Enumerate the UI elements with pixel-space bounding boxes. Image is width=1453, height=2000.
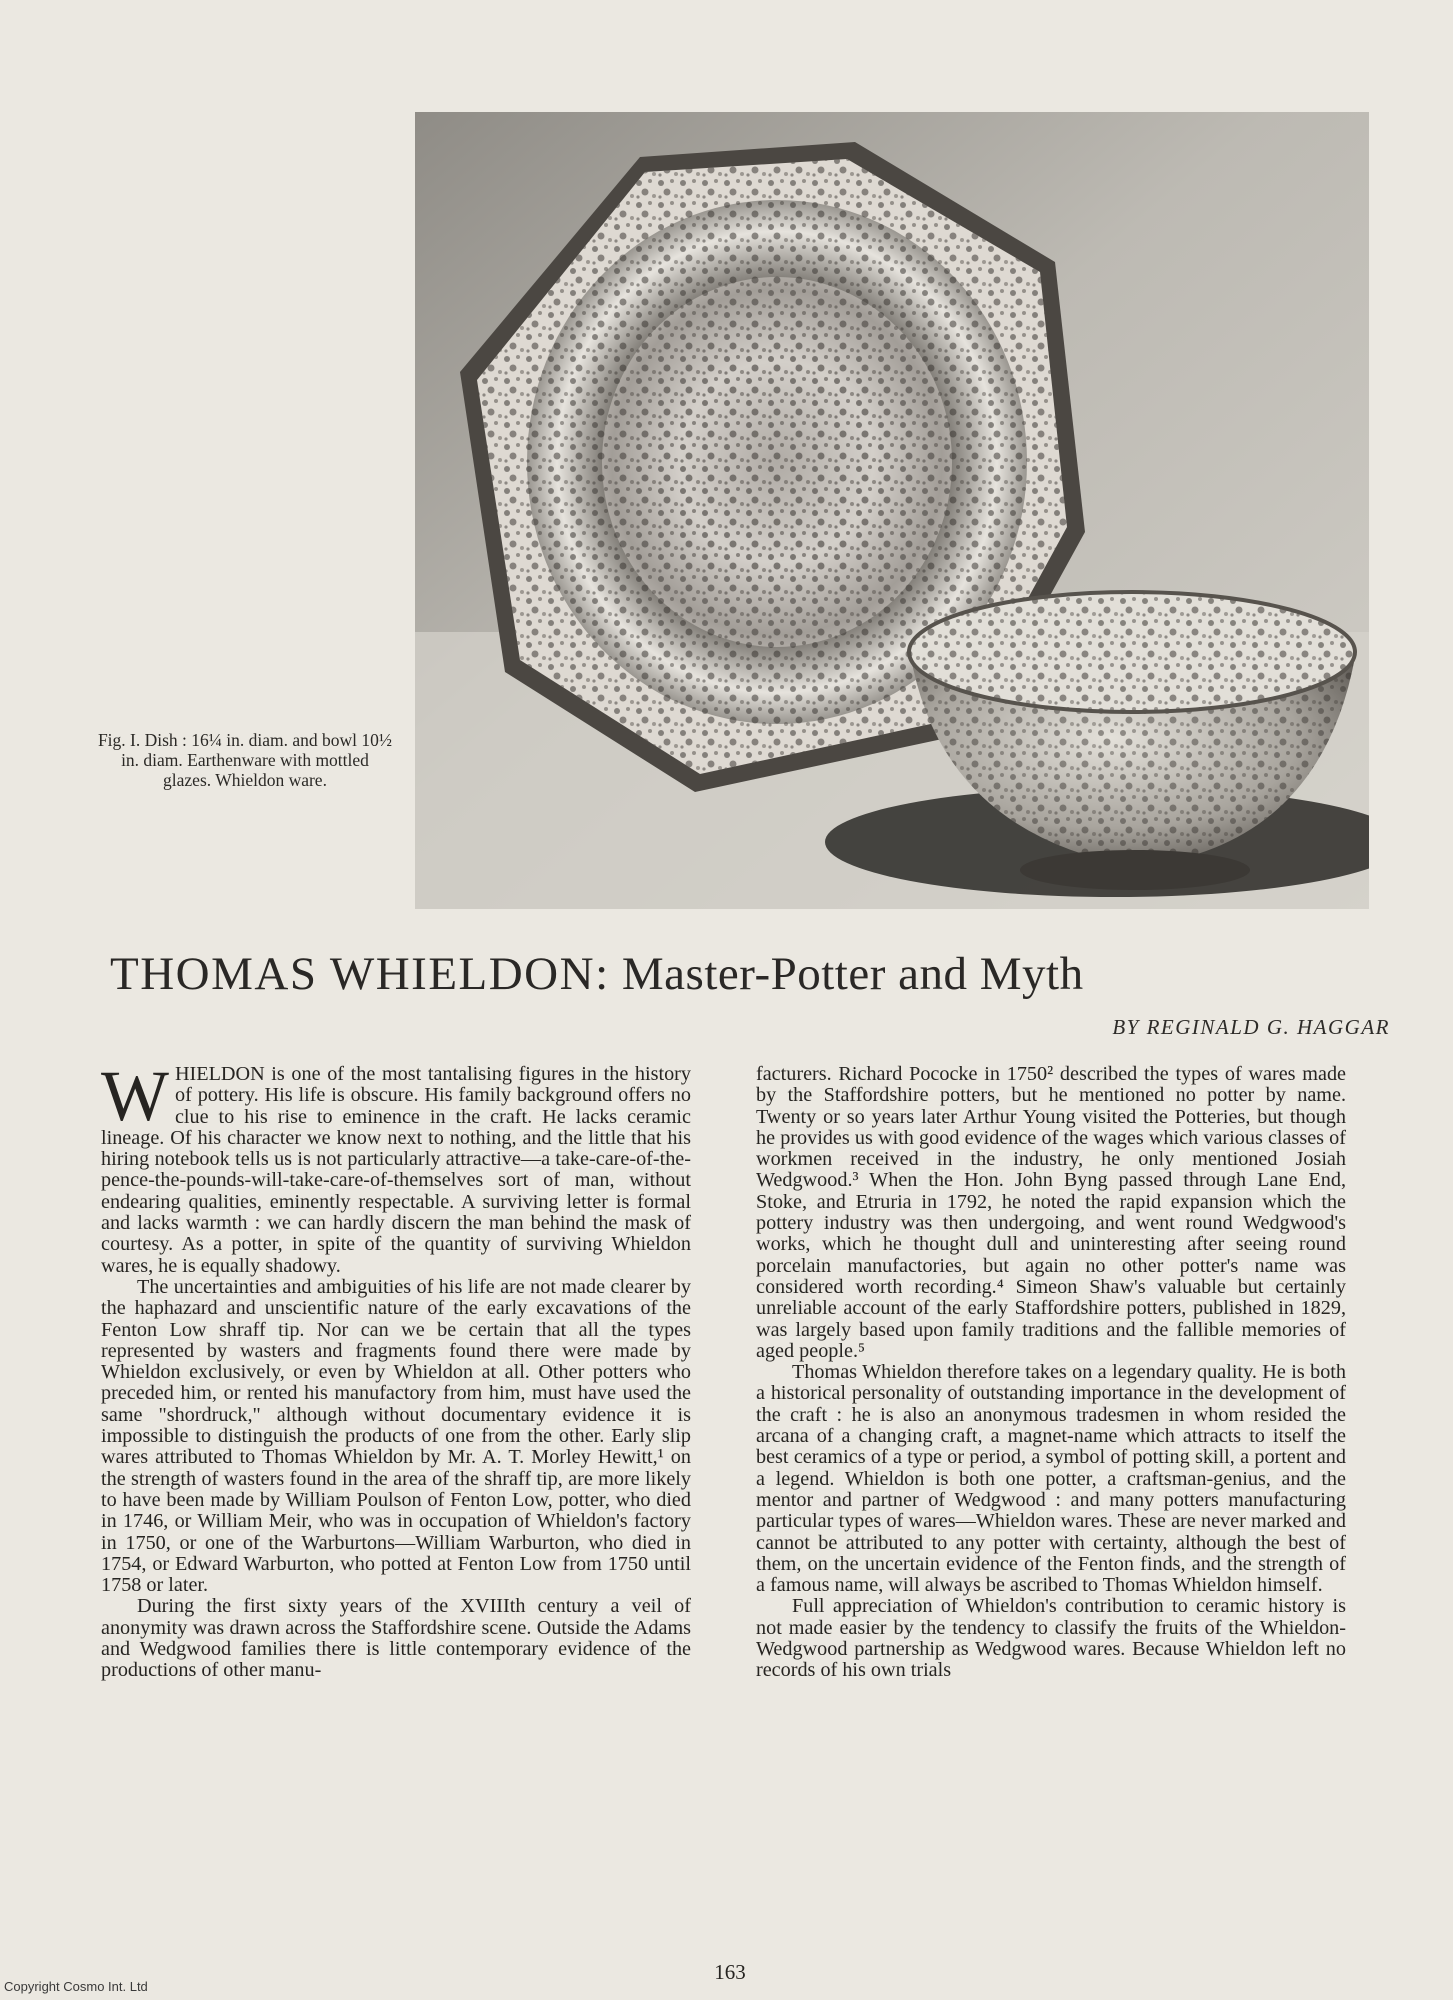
figure-caption: Fig. I. Dish : 16¼ in. diam. and bowl 10½ in. diam. Earthenware with mottled glazes. Whieldon ware.: [97, 730, 393, 790]
paragraph: During the first sixty years of the XVIIIth century a veil of anonymity was drawn across the Staffordshire scene. Outside the Adams and Wedgwood families there is little contemporary evidence of the productions of other manu-: [101, 1595, 691, 1682]
title-main: THOMAS WHIELDON:: [110, 948, 610, 1000]
paragraph: Full appreciation of Whieldon's contribution to ceramic history is not made easier by the tendency to classify the fruits of the Whieldon-Wedgwood partnership as Wedgwood wares. Because Whieldon left no records of his own trials: [756, 1595, 1346, 1682]
paragraph: facturers. Richard Pococke in 1750² described the types of wares made by the Staffordshire potters, but he mentioned no potter by name. Twenty or so years later Arthur Young visited the Potteries, but though he provides us with good evidence of the wages which various classes of workmen received in the industry, he only mentioned Josiah Wedgwood.³ When the Hon. John Byng passed through Lane End, Stoke, and Etruria in 1792, he noted the rapid expansion which the pottery industry was then undergoing, and went round Wedgwood's works, which he thought dull and uninteresting after seeing round porcelain manufactories, but again no other potter's name was considered worth recording.⁴ Simeon Shaw's valuable but certainly unreliable account of the early Staffordshire potters, published in 1829, was largely based upon family traditions and the fallible memories of aged people.⁵: [756, 1063, 1346, 1362]
drop-cap: W: [101, 1056, 169, 1136]
title-subtitle: Master-Potter and Myth: [621, 948, 1084, 1000]
paragraph: Thomas Whieldon therefore takes on a legendary quality. He is both a historical personality of outstanding importance in the development of the craft : he is also an anonymous tradesmen in whom resided the arcana of a changing craft, a magnet-name which attracts to itself the best ceramics of a type or period, a symbol of potting skill, a portent and a legend. Whieldon is both one potter, a craftsman-genius, and the mentor and partner of Wedgwood : and many potters manufacturing particular types of wares—Whieldon wares. These are never marked and cannot be attributed to any potter with certainty, although the best of them, on the uncertain evidence of the Fenton finds, and the strength of a famous name, will always be ascribed to Thomas Whieldon himself.: [756, 1361, 1346, 1597]
figure-photograph: [415, 112, 1369, 909]
paragraph: [101, 1056, 691, 1277]
paragraph-text: HIELDON is one of the most tantalising figures in the history of pottery. His life is obscure. His family background offers no clue to his rise to eminence in the craft. He lacks ceramic lineage. Of his character we know next to nothing, and the little that his hiring notebook tells us is not particularly attractive—a take-care-of-the-pence-the-pounds-will-take-care-of-themselves sort of man, without endearing qualities, eminently respectable. A surviving letter is formal and lacks warmth : we can hardly discern the man behind the mask of courtesy. As a potter, in spite of the quantity of surviving Whieldon wares, he is equally shadowy.: [101, 1063, 691, 1277]
copyright-notice: Copyright Cosmo Int. Ltd: [4, 1979, 148, 1994]
dish-and-bowl-photo: [415, 112, 1369, 909]
right-text-column: [756, 1064, 1346, 1682]
page-number: 163: [714, 1960, 746, 1984]
paragraph: The uncertainties and ambiguities of his life are not made clearer by the haphazard and unscientific nature of the early excavations of the Fenton Low shraff tip. Nor can we be certain that all the types represented by wasters and fragments found there were made by Whieldon exclusively, or even by Whieldon at all. Other potters who preceded him, or rented his manufactory from him, must have used the same "shordruck," although without documentary evidence it is impossible to distinguish the products of one from the other. Early slip wares attributed to Thomas Whieldon by Mr. A. T. Morley Hewitt,¹ on the strength of wasters found in the area of the shraff tip, are more likely to have been made by William Poulson of Fenton Low, potter, who died in 1746, or William Meir, who was in occupation of Whieldon's factory in 1750, or one of the Warburtons—William Warburton, who died in 1754, or Edward Warburton, who potted at Fenton Low from 1750 until 1758 or later.: [101, 1275, 691, 1597]
left-text-column: [101, 1056, 691, 1682]
author-byline: BY REGINALD G. HAGGAR: [1112, 1015, 1390, 1039]
article-title: [110, 946, 1310, 1002]
